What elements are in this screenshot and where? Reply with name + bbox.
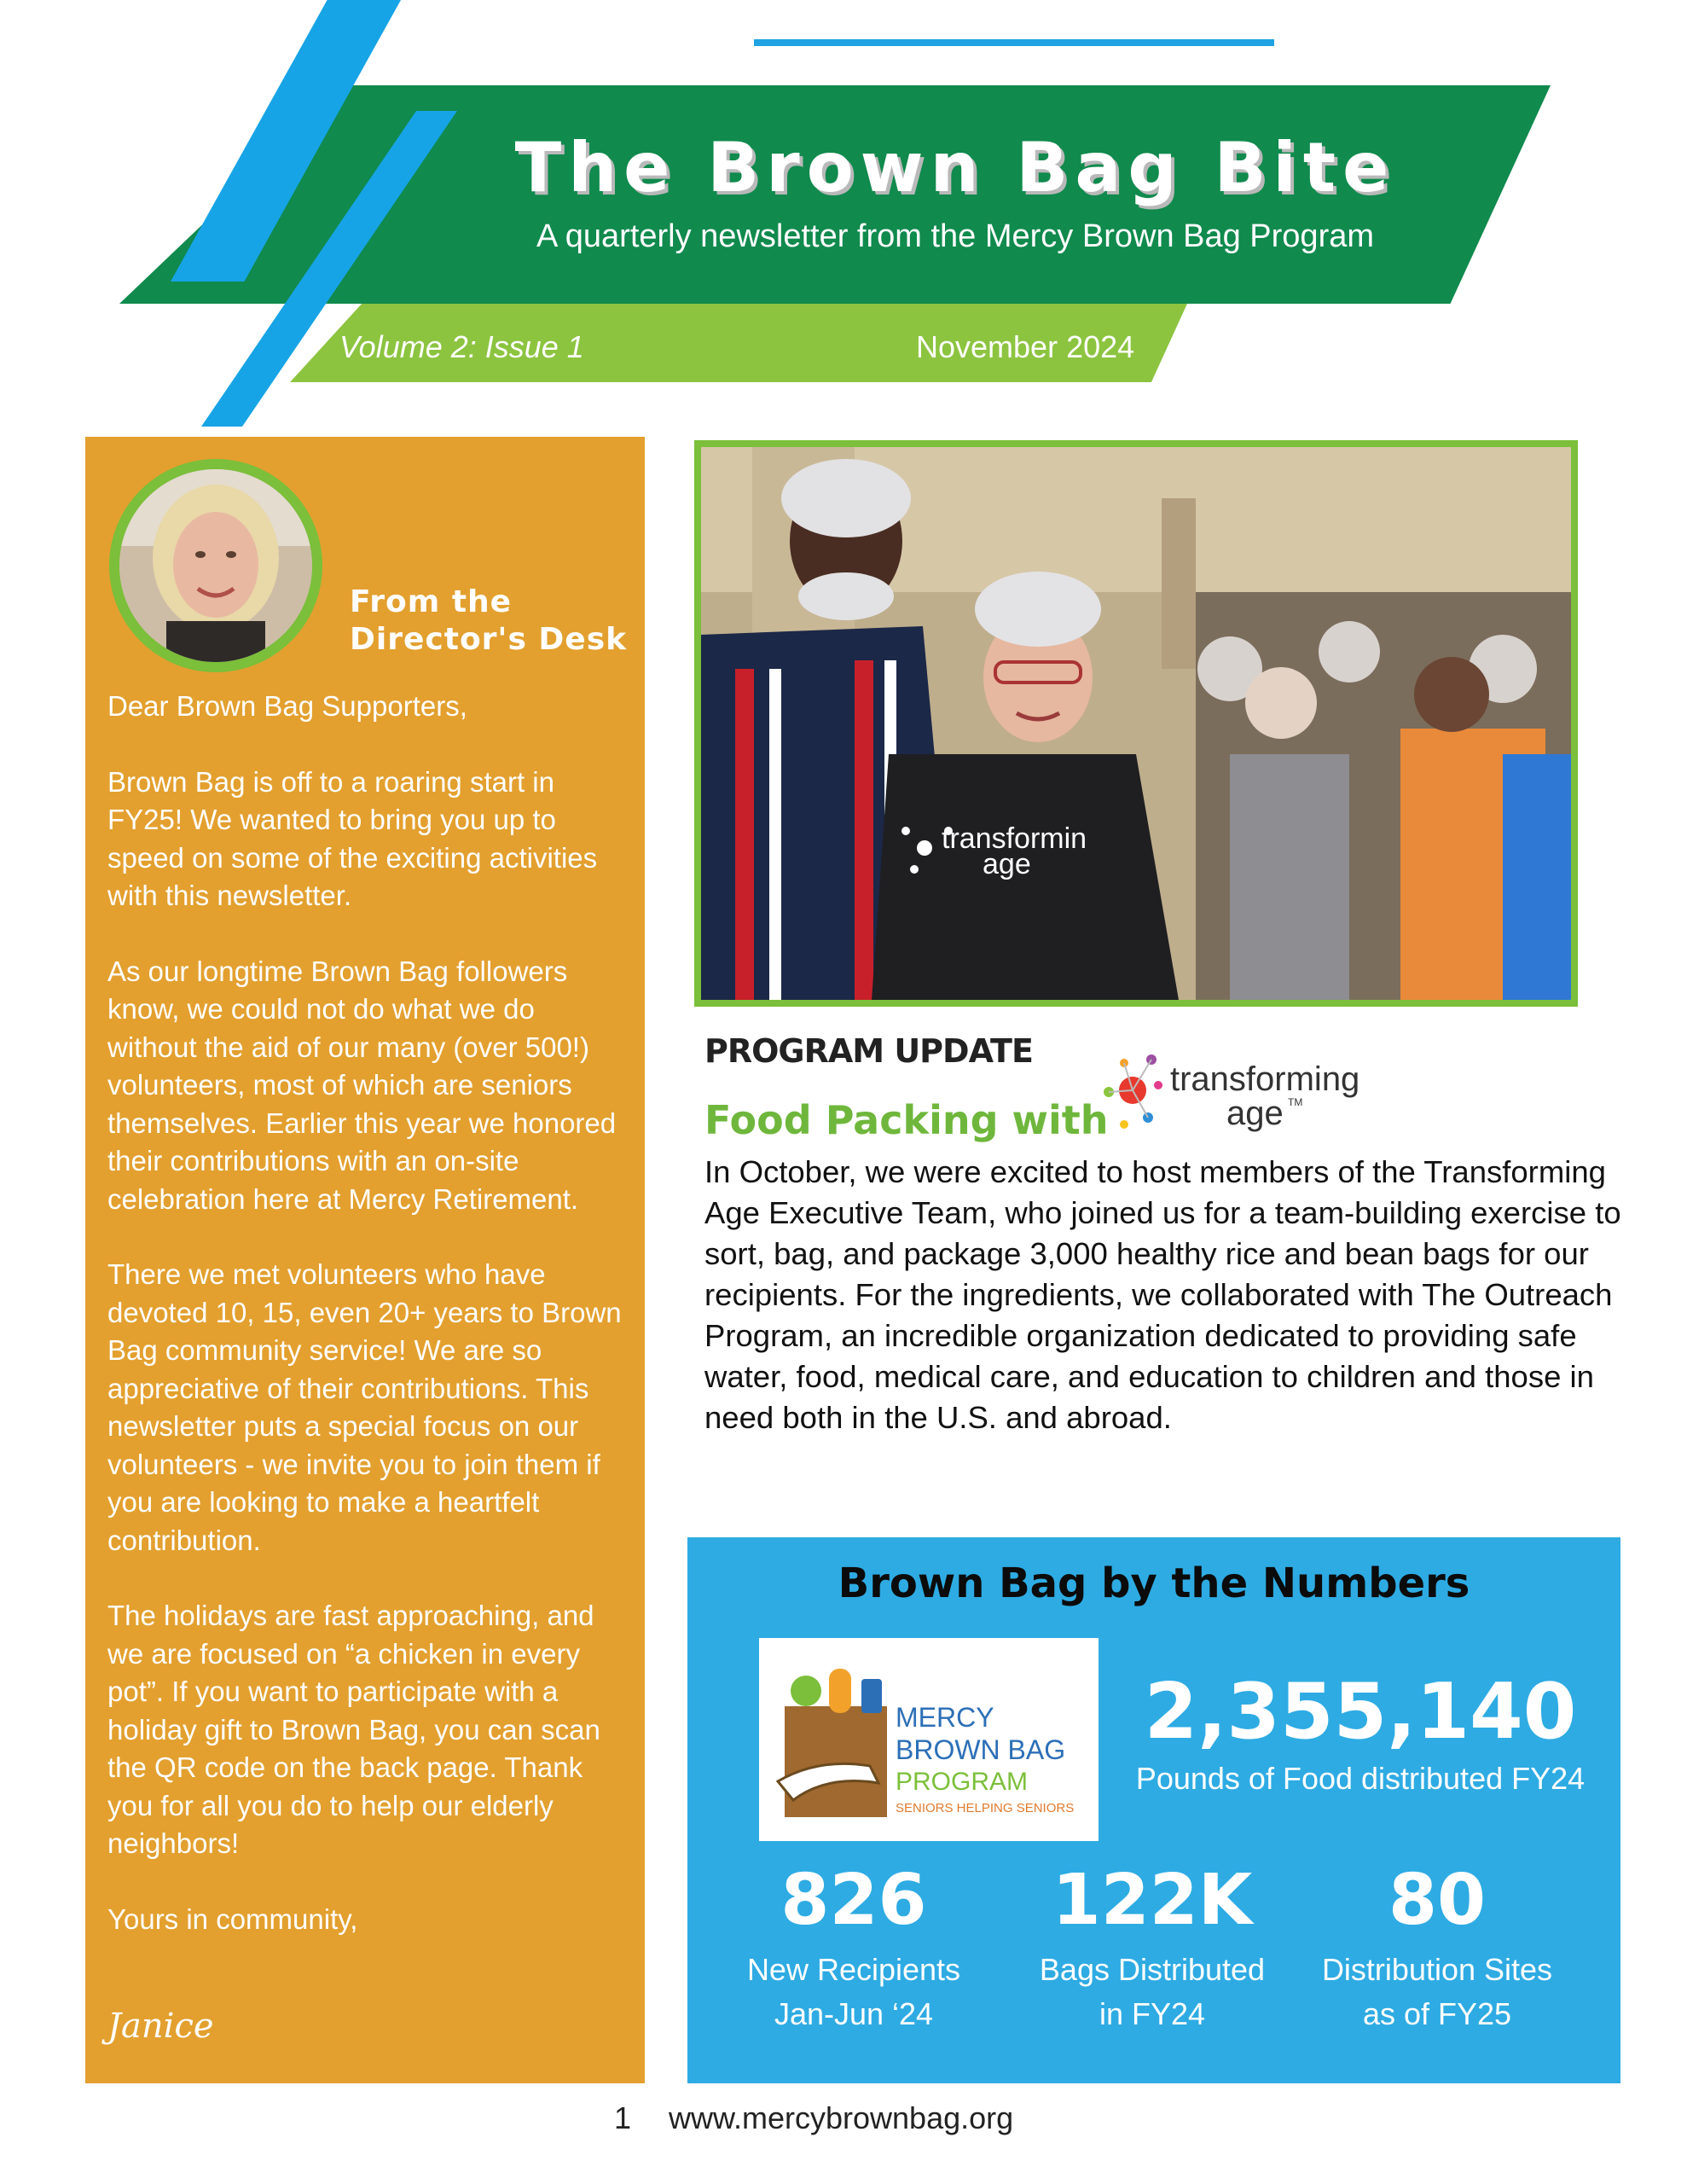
volunteers-photo bbox=[701, 447, 1571, 1000]
stat-label: New Recipients bbox=[746, 1952, 961, 1987]
page-number: 1 bbox=[614, 2100, 632, 2135]
transforming-age-logo-mark bbox=[1099, 1051, 1406, 1136]
partner-logo-line1: transforming bbox=[1170, 1060, 1360, 1098]
director-avatar bbox=[109, 459, 322, 672]
director-signature: Janice bbox=[107, 2007, 214, 2046]
transforming-age-logo bbox=[1099, 1051, 1406, 1136]
newsletter-title: The Brown Bag Bite bbox=[514, 128, 1396, 207]
shirt-text: age bbox=[983, 848, 1031, 880]
stat-label: Jan-Jun ‘24 bbox=[774, 1996, 934, 2031]
issue-volume: Volume 2: Issue 1 bbox=[339, 329, 584, 364]
stat-label: as of FY25 bbox=[1362, 1996, 1512, 2031]
director-heading bbox=[350, 584, 627, 659]
mercy-brown-bag-logo bbox=[759, 1638, 1099, 1841]
letter-paragraph: Brown Bag is off to a roaring start in FY25! We wanted to bring you up to speed on some of the exciting activities with this newsletter. bbox=[107, 765, 598, 911]
stat-label: Pounds of Food distributed FY24 bbox=[1135, 1761, 1586, 1796]
newsletter-subtitle: A quarterly newsletter from the Mercy Brown Bag Program bbox=[536, 218, 1375, 254]
stat-label: Bags Distributed bbox=[1039, 1952, 1266, 1987]
article-heading: Food Packing with bbox=[704, 1097, 1109, 1143]
event-photo-frame bbox=[694, 440, 1578, 1007]
logo-tagline: SENIORS HELPING SENIORS bbox=[896, 1801, 1075, 1815]
letter-greeting: Dear Brown Bag Supporters, bbox=[107, 690, 467, 722]
stat-value: 826 bbox=[780, 1860, 927, 1941]
director-letter bbox=[107, 688, 628, 1938]
partner-logo-tm: TM bbox=[1288, 1096, 1303, 1108]
logo-line2: BROWN BAG bbox=[896, 1734, 1066, 1765]
director-portrait bbox=[119, 469, 312, 662]
stat-label: in FY24 bbox=[1099, 1996, 1206, 2031]
section-label: PROGRAM UPDATE bbox=[704, 1032, 1033, 1070]
mercy-brown-bag-logo-mark bbox=[759, 1638, 1099, 1841]
letter-paragraph: As our longtime Brown Bag followers know, we could not do what we do without the aid of our many (over 500!) volunteers, most of which are seniors themselves. Earlier this year we honored their contributions with an on-site celebration here at Mercy Retirement. bbox=[107, 955, 617, 1215]
letter-paragraph: The holidays are fast approaching, and we are focused on “a chicken in every pot”. If you want to participate with a holiday gift to Brown Bag, you can scan the QR code on the back page. Thank you for all you do to help our elderly neighbors! bbox=[107, 1600, 600, 1859]
top-accent-line bbox=[754, 39, 1274, 46]
director-heading-line1: From the bbox=[350, 584, 513, 619]
letter-closing: Yours in community, bbox=[107, 1902, 358, 1935]
logo-line1: MERCY bbox=[896, 1702, 994, 1733]
stat-value: 122K bbox=[1052, 1860, 1253, 1941]
partner-logo-line2: age bbox=[1226, 1095, 1284, 1132]
article-body: In October, we were excited to host members of the Transforming Age Executive Team, who joined us for a team-building exercise to sort, bag, and package 3,000 healthy rice and bean bags for our recipients. For the ingredients, we collaborated with The Outreach Program, an incredible organization dedicated to providing safe water, food, medical care, and education to children and those in need both in the U.S. and abroad. bbox=[704, 1154, 1621, 1435]
stat-value: 2,355,140 bbox=[1144, 1667, 1577, 1757]
shirt-text: transformin bbox=[942, 822, 1087, 855]
numbers-title: Brown Bag by the Numbers bbox=[838, 1560, 1470, 1607]
issue-date: November 2024 bbox=[916, 329, 1135, 364]
director-heading-line2: Director's Desk bbox=[350, 622, 628, 657]
stat-value: 80 bbox=[1388, 1860, 1487, 1941]
logo-line3: PROGRAM bbox=[896, 1768, 1029, 1796]
letter-paragraph: There we met volunteers who have devoted 10, 15, even 20+ years to Brown Bag community service! We are so appreciative of their contributions. This newsletter puts a special focus on our volunteers - we invite you to join them if you are looking to make a heartfelt contribution. bbox=[107, 1258, 622, 1556]
event-photo bbox=[701, 447, 1571, 1000]
stat-label: Distribution Sites bbox=[1321, 1952, 1553, 1987]
website-link[interactable]: www.mercybrownbag.org bbox=[669, 2100, 1014, 2135]
